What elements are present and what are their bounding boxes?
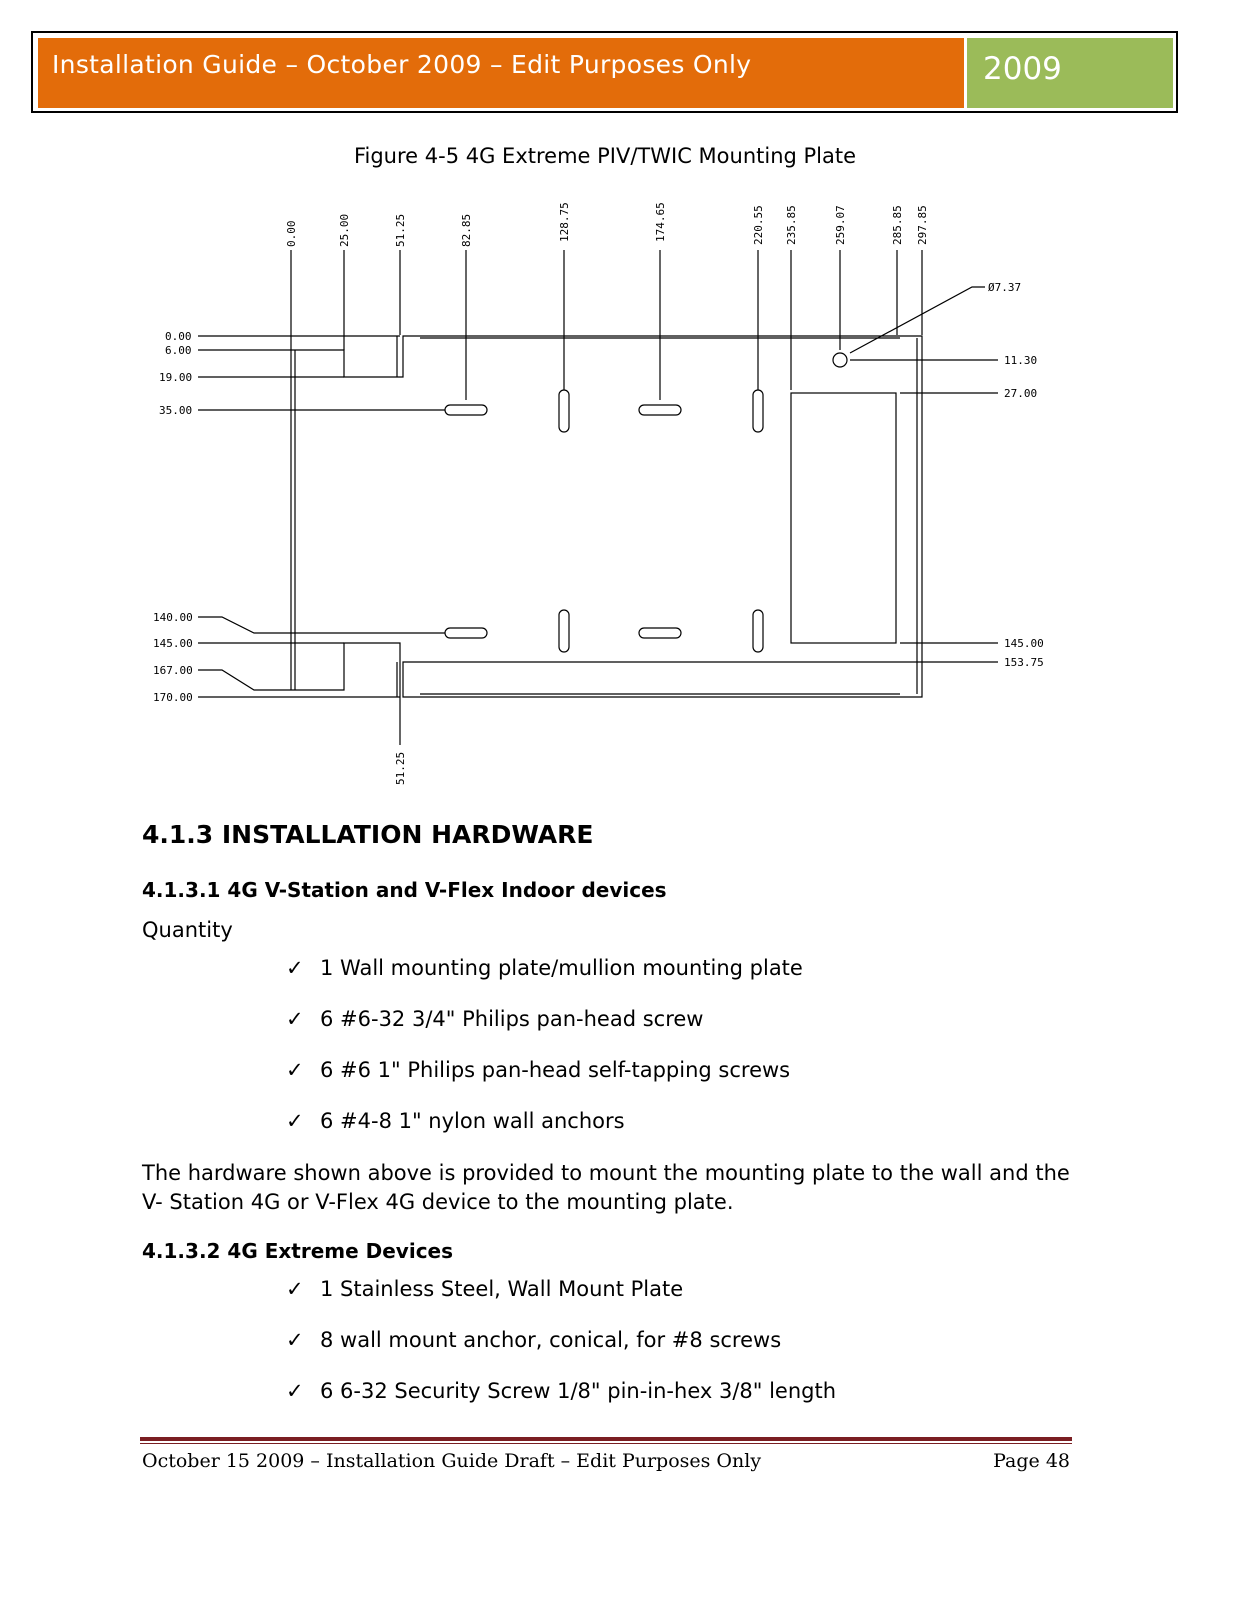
dim-label: 235.85: [785, 205, 798, 245]
dim-label: 51.25: [394, 751, 407, 785]
header-title: Installation Guide – October 2009 – Edit Purposes Only: [52, 50, 752, 79]
mounting-slot: [559, 390, 569, 432]
dim-label: 6.00: [165, 344, 192, 357]
list-item: ✓ 1 Stainless Steel, Wall Mount Plate: [286, 1277, 684, 1301]
plate-cutout: [791, 393, 896, 643]
header-year-box: [967, 38, 1173, 108]
check-icon: ✓: [286, 1109, 304, 1133]
dim-label: 174.65: [654, 202, 667, 242]
list-item: ✓ 8 wall mount anchor, conical, for #8 screws: [286, 1328, 782, 1352]
dim-label: 0.00: [285, 220, 298, 247]
dim-label: 35.00: [159, 404, 193, 417]
mounting-slot: [639, 628, 681, 638]
dim-label: 82.85: [460, 213, 473, 247]
dim-leader: [198, 670, 291, 690]
list-item: ✓ 6 6-32 Security Screw 1/8" pin-in-hex 3/8" length: [286, 1379, 837, 1403]
dim-label: 0.00: [165, 330, 192, 343]
list-item: ✓ 6 #6 1" Philips pan-head self-tapping screws: [286, 1058, 791, 1082]
dim-label: 11.30: [1004, 354, 1038, 367]
check-icon: ✓: [286, 1328, 304, 1352]
dim-label: 51.25: [394, 213, 407, 247]
dim-label: 259.07: [834, 205, 847, 245]
check-icon: ✓: [286, 1007, 304, 1031]
subsection-heading: 4.1.3.1 4G V-Station and V-Flex Indoor devices: [142, 878, 667, 902]
dim-label: 140.00: [153, 611, 193, 624]
mounting-slot: [559, 610, 569, 652]
header-title-box: [38, 38, 964, 108]
mounting-slot: [445, 405, 487, 415]
mounting-hole: [833, 353, 847, 367]
mounting-slot: [753, 390, 763, 432]
dim-label: 27.00: [1004, 387, 1038, 400]
dim-label: 128.75: [558, 202, 571, 242]
mounting-plate-drawing: [0, 190, 1237, 790]
check-icon: ✓: [286, 1277, 304, 1301]
body-paragraph: The hardware shown above is provided to mount the mounting plate to the wall and the V- Station 4G or V-Flex 4G device to the mounting plate.: [142, 1161, 1070, 1214]
dim-label: 285.85: [891, 205, 904, 245]
section-heading: 4.1.3 INSTALLATION HARDWARE: [142, 820, 594, 849]
subsection-heading: 4.1.3.2 4G Extreme Devices: [142, 1239, 454, 1263]
dim-label: 297.85: [916, 205, 929, 245]
mounting-slot: [639, 405, 681, 415]
dim-label: 145.00: [1004, 637, 1044, 650]
dim-label: 145.00: [153, 637, 193, 650]
header-year: 2009: [983, 51, 1062, 87]
dim-label: 170.00: [153, 691, 193, 704]
dim-label: 153.75: [1004, 656, 1044, 669]
check-icon: ✓: [286, 1379, 304, 1403]
list-item: ✓ 1 Wall mounting plate/mullion mounting plate: [286, 956, 803, 980]
diameter-label: Ø7.37: [988, 281, 1022, 294]
mounting-slot: [445, 628, 487, 638]
figure-caption: Figure 4-5 4G Extreme PIV/TWIC Mounting Plate: [353, 144, 857, 168]
mounting-slot: [753, 610, 763, 652]
dim-label: 220.55: [752, 205, 765, 245]
list-item: ✓ 6 #6-32 3/4" Philips pan-head screw: [286, 1007, 704, 1031]
footer-rule: [140, 1443, 1072, 1444]
list-item: ✓ 6 #4-8 1" nylon wall anchors: [286, 1109, 625, 1133]
footer-rule: [140, 1437, 1072, 1441]
dim-label: 19.00: [159, 371, 193, 384]
dim-label: 167.00: [153, 664, 193, 677]
dim-label: 25.00: [338, 213, 351, 247]
header-banner: [31, 31, 1178, 113]
dim-leader: [198, 617, 445, 633]
footer-text: October 15 2009 – Installation Guide Draft – Edit Purposes Only: [142, 1450, 762, 1472]
page-number: Page 48: [993, 1450, 1070, 1472]
check-icon: ✓: [286, 956, 304, 980]
quantity-label: Quantity: [142, 918, 233, 942]
check-icon: ✓: [286, 1058, 304, 1082]
